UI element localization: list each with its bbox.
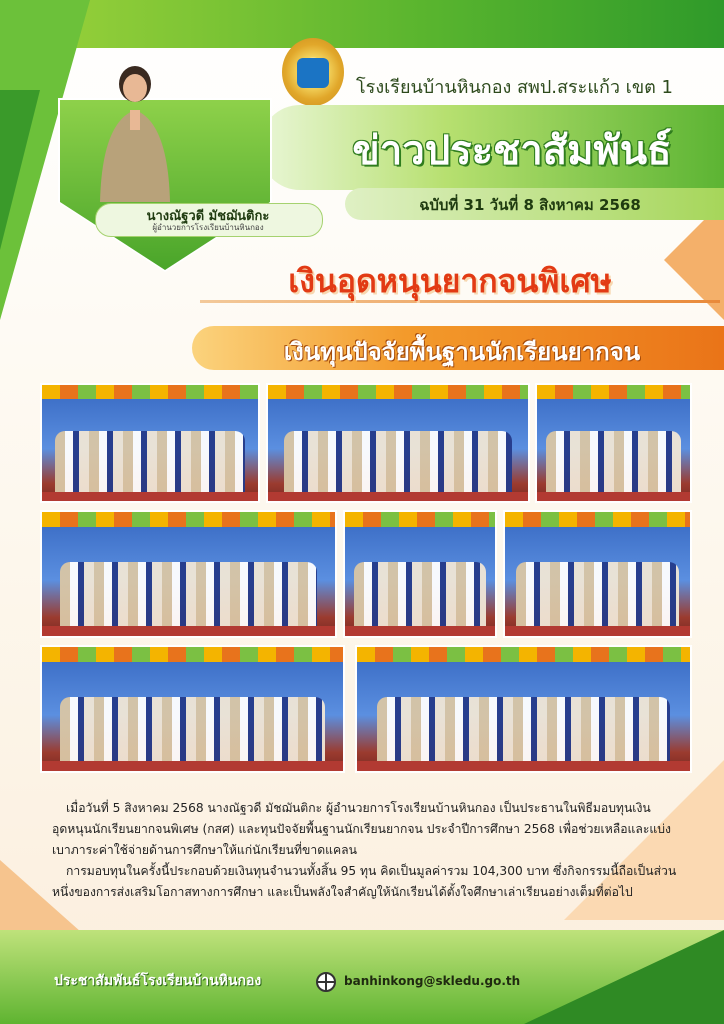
event-photo (40, 645, 345, 773)
article-paragraph-1: เมื่อวันที่ 5 สิงหาคม 2568 นางณัฐวดี มัชฌันติกะ ผู้อำนวยการโรงเรียนบ้านหินกอง เป็นประธานในพิธีมอบทุนเงินอุดหนุนนักเรียนยากจนพิเศษ (กสศ) และทุนปัจจัยพื้นฐานนักเรียนยากจน ประจำปีการศึกษา 2568 เพื่อช่วยเหลือและแบ่งเบาภาระค่าใช้จ่ายด้านการศึกษาให้แก่นักเรียนที่ขาดแคลน (52, 801, 671, 857)
event-photo (355, 645, 692, 773)
footer-email-link[interactable]: banhinkong@skledu.go.th (344, 974, 521, 988)
director-role: ผู้อำนวยการโรงเรียนบ้านหินกอง (152, 223, 264, 232)
newsletter-title: ข่าวประชาสัมพันธ์ (352, 128, 672, 174)
footer-school-pr: ประชาสัมพันธ์โรงเรียนบ้านหินกอง (54, 973, 262, 989)
director-portrait (90, 62, 180, 202)
event-photo (40, 383, 260, 503)
header-green-band (0, 0, 724, 48)
article-body (52, 798, 688, 903)
director-name: นางณัฐวดี มัชฌันติกะ (146, 209, 270, 224)
article-paragraph-2: การมอบทุนในครั้งนี้ประกอบด้วยเงินทุนจำนวนทั้งสิ้น 95 ทุน คิดเป็นมูลค่ารวม 104,300 บาท ซึ่งกิจกรรมนี้ถือเป็นส่วนหนึ่งของการส่งเสริมโอกาสทางการศึกษา และเป็นพลังใจสำคัญให้นักเรียนได้ตั้งใจศึกษาเล่าเรียนอย่างเต็มที่ต่อไป (52, 864, 677, 899)
subheadline: เงินทุนปัจจัยพื้นฐานนักเรียนยากจน (283, 338, 641, 366)
globe-icon (316, 972, 336, 992)
event-photo (343, 510, 497, 638)
event-photo (503, 510, 692, 638)
event-photo (535, 383, 692, 503)
event-photo (266, 383, 530, 503)
school-logo-emblem (297, 58, 329, 88)
headline: เงินอุดหนุนยากจนพิเศษ (288, 262, 612, 300)
left-dark-green-triangle (0, 90, 40, 250)
event-photo (40, 510, 337, 638)
school-name: โรงเรียนบ้านหินกอง สพป.สระแก้ว เขต 1 (356, 77, 673, 98)
issue-date: ฉบับที่ 31 วันที่ 8 สิงหาคม 2568 (419, 196, 641, 214)
